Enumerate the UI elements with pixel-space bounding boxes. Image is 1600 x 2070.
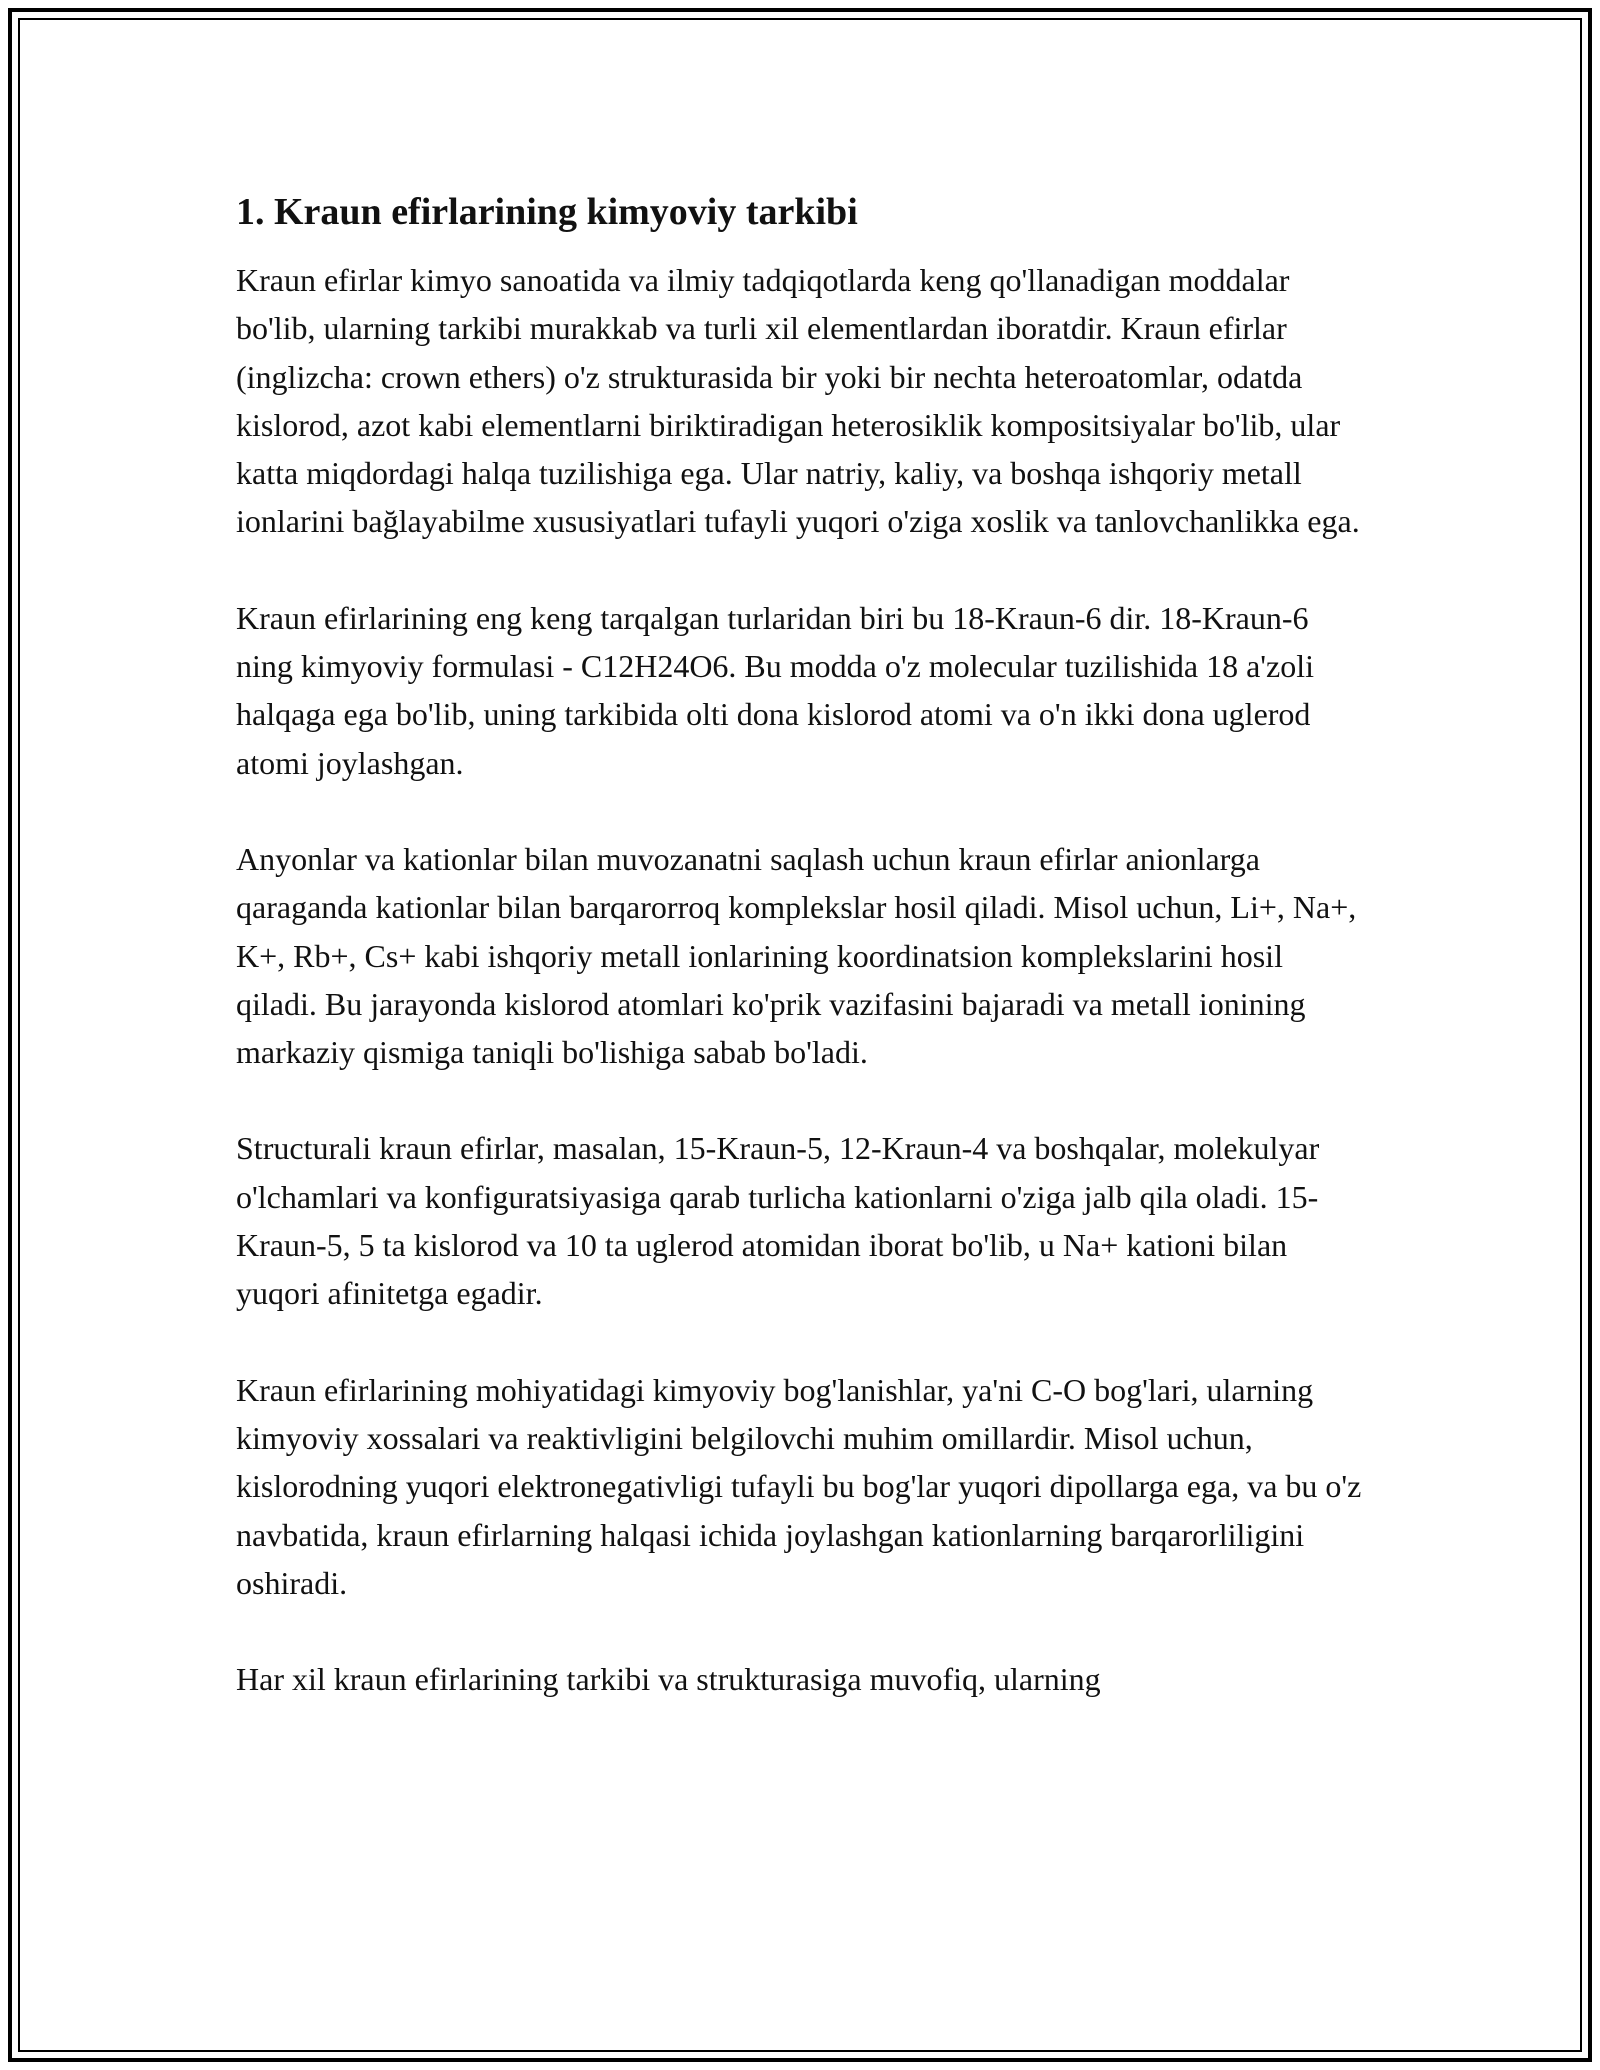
paragraph-5: Kraun efirlarining mohiyatidagi kimyoviy bog'lanishlar, ya'ni C-O bog'lari, ularning kimyoviy xossalari va reaktivligini belgilovchi muhim omillardir. Misol uchun, kislorodning yuqori elektronegativligi tufayli bu bog'lar yuqori dipollarga ega, va bu o'z navbatida, kraun efirlarning halqasi ichida joylashgan kationlarning barqarorliligini oshiradi. (236, 1371, 1362, 1601)
document-body (236, 184, 1366, 1751)
paragraph-6: Har xil kraun efirlarining tarkibi va strukturasiga muvofiq, ularning (236, 1661, 1101, 1698)
paragraph-1: Kraun efirlar kimyo sanoatida va ilmiy tadqiqotlarda keng qo'llanadigan moddalar bo'lib, ularning tarkibi murakkab va turli xil elementlardan iboratdir. Kraun efirlar (inglizcha: crown ethers) o'z strukturasida bir yoki bir nechta heteroatomlar, odatda kislorod, azot kabi elementlarni biriktiradigan heterosiklik kompositsiyalar bo'lib, ular katta miqdordagi halqa tuzilishiga ega. Ular natriy, kaliy, va boshqa ishqoriy metall ionlarini bağlayabilme xususiyatlari tufayli yuqori o'ziga xoslik va tanlovchanlikka ega. (236, 262, 1360, 540)
paragraph-3: Anyonlar va kationlar bilan muvozanatni saqlash uchun kraun efirlar anionlarga qaraganda kationlar bilan barqarorroq komplekslar hosil qiladi. Misol uchun, Li+, Na+, K+, Rb+, Cs+ kabi ishqoriy metall ionlarining koordinatsion komplekslarini hosil qiladi. Bu jarayonda kislorod atomlari ko'prik vazifasini bajaradi va metall ionining markaziy qismiga taniqli bo'lishiga sabab bo'ladi. (236, 840, 1357, 1071)
paragraph-2: Kraun efirlarining eng keng tarqalgan turlaridan biri bu 18-Kraun-6 dir. 18-Kraun-6 ning kimyoviy formulasi - C12H24O6. Bu modda o'z molecular tuzilishida 18 a'zoli halqaga ega bo'lib, uning tarkibida olti dona kislorod atomi va o'n ikki dona uglerod atomi joylashgan. (236, 599, 1315, 781)
section-heading: 1. Kraun efirlarining kimyoviy tarkibi (236, 191, 858, 233)
paragraph-4: Structurali kraun efirlar, masalan, 15-Kraun-5, 12-Kraun-4 va boshqalar, molekulyar o'lchamlari va konfiguratsiyasiga qarab turlicha kationlarni o'ziga jalb qila oladi. 15-Kraun-5, 5 ta kislorod va 10 ta uglerod atomidan iborat bo'lib, u Na+ kationi bilan yuqori afinitetga egadir. (236, 1130, 1320, 1312)
